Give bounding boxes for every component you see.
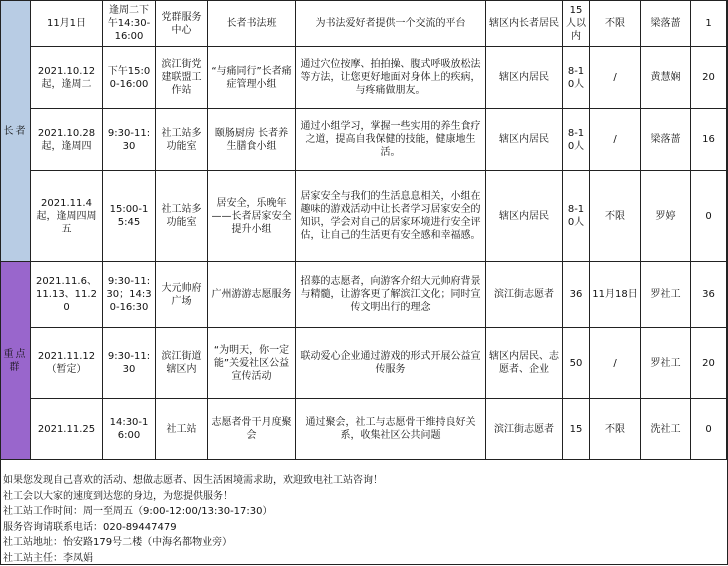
time-cell: 下午15:00-16:00 bbox=[103, 47, 156, 109]
people-cell: 8-10人 bbox=[563, 47, 590, 109]
contact-cell: 黄慧娴 bbox=[641, 47, 691, 109]
activity-cell: 广州游游志愿服务 bbox=[208, 262, 296, 328]
service-notes bbox=[3, 473, 723, 566]
address-line: 社工站地址：怡安路179号二楼（中海名都物业旁） bbox=[3, 535, 723, 551]
sessions-cell: 36 bbox=[691, 262, 727, 328]
time-cell: 9:30-11:30 bbox=[103, 109, 156, 171]
deadline-cell: / bbox=[590, 328, 641, 399]
activity-cell: 志愿者骨干月度聚会 bbox=[208, 399, 296, 460]
table-row bbox=[1, 399, 727, 460]
contact-cell: 罗社工 bbox=[641, 328, 691, 399]
place-cell: 滨江街道辖区内 bbox=[156, 328, 208, 399]
work-hours-line: 社工站工作时间：周一至周五（9:00-12:00/13:30-17:30） bbox=[3, 504, 723, 520]
people-cell: 15人以内 bbox=[563, 1, 590, 47]
table-row bbox=[1, 1, 727, 47]
sessions-cell: 20 bbox=[691, 47, 727, 109]
contact-cell: 梁落蔷 bbox=[641, 109, 691, 171]
content-cell: 通过聚会，社工与志愿骨干维持良好关系，收集社区公共问题 bbox=[296, 399, 486, 460]
director-line: 社工站主任：李凤娟 bbox=[3, 551, 723, 566]
target-cell: 辖区内居民 bbox=[486, 47, 563, 109]
date-cell: 2021.11.25 bbox=[31, 399, 103, 460]
deadline-cell: 不限 bbox=[590, 1, 641, 47]
sessions-cell: 0 bbox=[691, 171, 727, 262]
people-cell: 8-10人 bbox=[563, 171, 590, 262]
place-cell: 社工站多功能室 bbox=[156, 171, 208, 262]
table-row bbox=[1, 262, 727, 328]
deadline-cell: 不限 bbox=[590, 171, 641, 262]
time-cell: 9:30-11:30；14:30-16:30 bbox=[103, 262, 156, 328]
group-label-hot: 重点群 bbox=[1, 262, 31, 460]
activity-cell: “与痛同行”长者痛症管理小组 bbox=[208, 47, 296, 109]
content-cell: 为书法爱好者提供一个交流的平台 bbox=[296, 1, 486, 47]
activity-cell: 长者书法班 bbox=[208, 1, 296, 47]
place-cell: 大元帅府广场 bbox=[156, 262, 208, 328]
contact-cell: 罗社工 bbox=[641, 262, 691, 328]
target-cell: 滨江街志愿者 bbox=[486, 399, 563, 460]
content-cell: 联动爱心企业通过游戏的形式开展公益宣传服务 bbox=[296, 328, 486, 399]
activity-cell: 颐肠厨房 长者养生膳食小组 bbox=[208, 109, 296, 171]
group-label-elder: 长者 bbox=[1, 1, 31, 262]
people-cell: 15 bbox=[563, 399, 590, 460]
sessions-cell: 0 bbox=[691, 399, 727, 460]
activity-cell: “为明天，你一定能”关爱社区公益宣传活动 bbox=[208, 328, 296, 399]
time-cell: 逢周二下午14:30-16:00 bbox=[103, 1, 156, 47]
content-cell: 招募的志愿者，向游客介绍大元帅府背景与精髓，让游客更了解滨江文化；同时宣传文明出行的理念 bbox=[296, 262, 486, 328]
date-cell: 2021.11.12（暂定） bbox=[31, 328, 103, 399]
deadline-cell: 不限 bbox=[590, 399, 641, 460]
activity-cell: 居安全，乐晚年——长者居家安全提升小组 bbox=[208, 171, 296, 262]
target-cell: 滨江街志愿者 bbox=[486, 262, 563, 328]
content-cell: 居家安全与我们的生活息息相关，小组在趣味的游戏活动中让长者学习居家安全的知识，学会对自己的居家环境进行安全评估，让自己的生活更有安全感和幸福感。 bbox=[296, 171, 486, 262]
target-cell: 辖区内居民 bbox=[486, 171, 563, 262]
people-cell: 36 bbox=[563, 262, 590, 328]
note-line: 社工会以大家的速度到达您的身边，为您提供服务！ bbox=[3, 489, 723, 505]
sessions-cell: 16 bbox=[691, 109, 727, 171]
date-cell: 2021.10.12起，逢周二 bbox=[31, 47, 103, 109]
date-cell: 2021.10.28起，逢周四 bbox=[31, 109, 103, 171]
deadline-cell: 11月18日 bbox=[590, 262, 641, 328]
sessions-cell: 1 bbox=[691, 1, 727, 47]
deadline-cell: / bbox=[590, 47, 641, 109]
time-cell: 15:00-15:45 bbox=[103, 171, 156, 262]
time-cell: 9:30-11:30 bbox=[103, 328, 156, 399]
table-row bbox=[1, 328, 727, 399]
content-cell: 通过穴位按摩、拍拍操、腹式呼吸放松法等方法，让您更好地面对身体上的疾病，与疼痛做朋友。 bbox=[296, 47, 486, 109]
phone-line: 服务咨询请联系电话：020-89447479 bbox=[3, 520, 723, 536]
deadline-cell: / bbox=[590, 109, 641, 171]
contact-cell: 梁落蔷 bbox=[641, 1, 691, 47]
target-cell: 辖区内长者居民 bbox=[486, 1, 563, 47]
date-cell: 11月1日 bbox=[31, 1, 103, 47]
date-cell: 2021.11.6、11.13、11.20 bbox=[31, 262, 103, 328]
contact-cell: 罗婷 bbox=[641, 171, 691, 262]
people-cell: 8-10人 bbox=[563, 109, 590, 171]
place-cell: 社工站 bbox=[156, 399, 208, 460]
people-cell: 50 bbox=[563, 328, 590, 399]
target-cell: 辖区内居民、志愿者、企业 bbox=[486, 328, 563, 399]
place-cell: 滨江街党建联盟工作站 bbox=[156, 47, 208, 109]
table-row bbox=[1, 171, 727, 262]
date-cell: 2021.11.4起，逢周四周五 bbox=[31, 171, 103, 262]
place-cell: 党群服务中心 bbox=[156, 1, 208, 47]
time-cell: 14:30-16:00 bbox=[103, 399, 156, 460]
content-cell: 通过小组学习，掌握一些实用的养生食疗之道，提高自我保健的技能，健康地生活。 bbox=[296, 109, 486, 171]
note-line: 如果您发现自己喜欢的活动、想做志愿者、因生活困境需求助，欢迎致电社工站咨询！ bbox=[3, 473, 723, 489]
place-cell: 社工站多功能室 bbox=[156, 109, 208, 171]
table-row bbox=[1, 109, 727, 171]
table-row bbox=[1, 47, 727, 109]
sessions-cell: 20 bbox=[691, 328, 727, 399]
contact-cell: 洗社工 bbox=[641, 399, 691, 460]
target-cell: 辖区内居民 bbox=[486, 109, 563, 171]
